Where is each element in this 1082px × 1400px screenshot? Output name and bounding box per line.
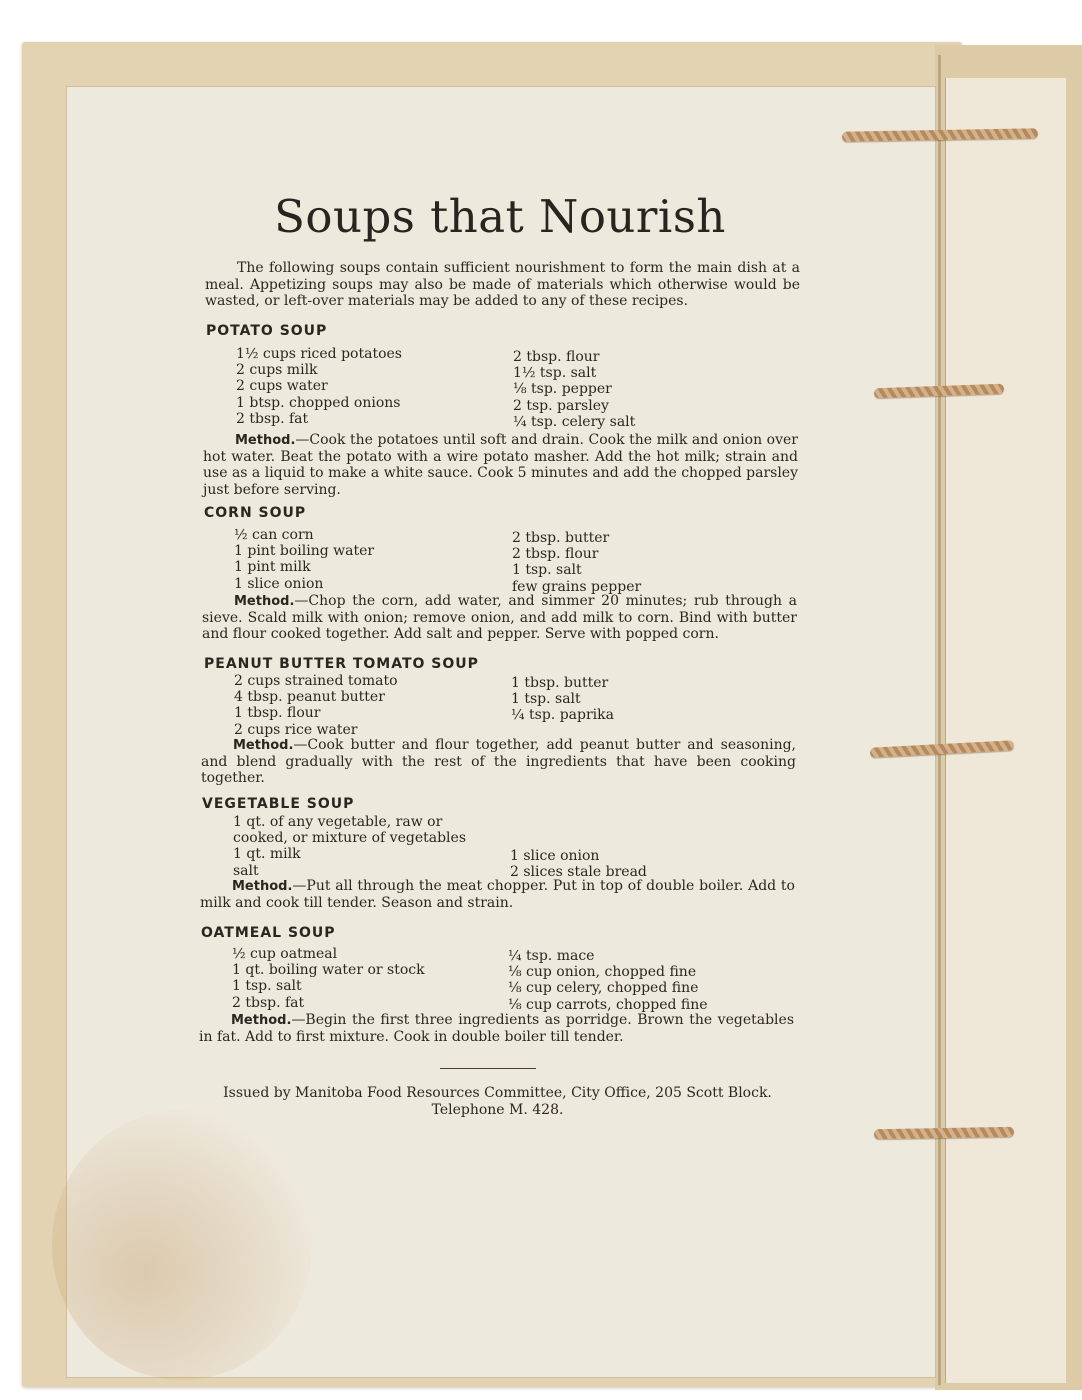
ingredient: 2 tbsp. butter	[512, 530, 610, 546]
ingredient: 1 btsp. chopped onions	[236, 394, 401, 411]
peanut-ingredients-right	[511, 675, 614, 724]
ingredient: 2 tbsp. flour	[513, 349, 600, 365]
method-text: —Chop the corn, add water, and simmer 20 minutes; rub through a sieve. Scald milk with onion; remove onion, and add milk to corn. Bind with butter and flour cooked together. Add salt and pepper. Serve with popped corn.	[202, 593, 797, 643]
ingredient: 2 tbsp. fat	[232, 994, 305, 1011]
ingredient: 2 cups water	[236, 378, 328, 395]
method-text: —Cook butter and flour together, add peanut butter and seasoning, and blend gradually with the rest of the ingredients that have been cooking together.	[201, 737, 796, 787]
water-stain	[52, 1110, 312, 1380]
ingredient: 1 tbsp. butter	[511, 675, 609, 691]
ingredient: 1 qt. boiling water or stock	[232, 962, 425, 979]
oatmeal-method	[199, 1012, 794, 1045]
ingredient: ¼ tsp. celery salt	[513, 413, 636, 430]
ingredient: 1 slice onion	[234, 575, 324, 592]
potato-ingredients-left	[236, 346, 402, 427]
peanut-butter-tomato-soup-heading: PEANUT BUTTER TOMATO SOUP	[204, 656, 479, 672]
ingredient: 2 tbsp. fat	[236, 410, 309, 427]
oatmeal-ingredients-left	[232, 946, 425, 1011]
ingredient: ⅛ tsp. pepper	[513, 381, 612, 398]
method-label: Method.	[235, 433, 296, 448]
footer-telephone-line: Telephone M. 428.	[431, 1101, 564, 1118]
ingredient: 2 slices stale bread	[510, 864, 647, 881]
ingredient: few grains pepper	[512, 578, 642, 595]
ingredient: ⅛ cup onion, chopped fine	[508, 964, 697, 981]
corn-method	[202, 593, 797, 643]
next-page-edge	[945, 78, 1066, 1383]
ingredient: 2 cups rice water	[234, 721, 358, 738]
ingredient: ½ can corn	[234, 527, 314, 543]
ingredient: ¼ tsp. paprika	[511, 707, 614, 724]
vegetable-ingredients-left	[233, 814, 466, 879]
ingredient: 1½ cups riced potatoes	[236, 346, 402, 362]
ingredient: 2 cups strained tomato	[234, 673, 398, 689]
ingredient: 1 tsp. salt	[511, 691, 581, 708]
method-label: Method.	[233, 738, 294, 753]
oatmeal-ingredients-right	[508, 948, 708, 1013]
ingredient: 1 pint boiling water	[234, 543, 375, 560]
corn-ingredients-left	[234, 527, 374, 592]
ingredient: 1 qt. of any vegetable, raw or	[233, 814, 443, 830]
vegetable-method	[200, 878, 795, 911]
page-title: Soups that Nourish	[274, 190, 726, 243]
peanut-ingredients-left	[234, 673, 398, 738]
booklet-spine	[938, 55, 941, 1385]
ingredient: 4 tbsp. peanut butter	[234, 689, 385, 706]
ingredient: 1 tbsp. flour	[234, 705, 321, 722]
ingredient: 2 tbsp. flour	[512, 546, 599, 563]
ingredient: 1 tsp. salt	[512, 562, 582, 579]
potato-soup-heading: POTATO SOUP	[206, 323, 328, 339]
potato-ingredients-right	[513, 349, 635, 430]
vegetable-ingredients-right	[510, 848, 647, 880]
ingredient: ⅛ cup celery, chopped fine	[508, 980, 699, 997]
corn-soup-heading: CORN SOUP	[204, 505, 307, 521]
issuer-footer	[200, 1085, 795, 1118]
method-text: —Begin the first three ingredients as porridge. Brown the vegetables in fat. Add to first mixture. Cook in double boiler till tender.	[199, 1012, 794, 1046]
method-text: —Put all through the meat chopper. Put in top of double boiler. Add to milk and cook till tender. Season and strain.	[200, 878, 795, 912]
method-label: Method.	[234, 594, 295, 609]
method-text: —Cook the potatoes until soft and drain. Cook the milk and onion over hot water. Beat the potato with a wire potato masher. Add the hot milk; strain and use as a liquid to make a white sauce. Cook 5 minutes and add the chopped parsley just before serving.	[203, 432, 798, 498]
vegetable-soup-heading: VEGETABLE SOUP	[202, 796, 355, 812]
ingredient: 2 tsp. parsley	[513, 397, 609, 414]
ingredient: 1 qt. milk	[233, 846, 301, 863]
ingredient: ½ cup oatmeal	[232, 946, 338, 962]
intro-paragraph: The following soups contain sufficient nourishment to form the main dish at a meal. Appetizing soups may also be made of materials which otherwise would be wasted, or left-over materials may be added to any of these recipes.	[205, 260, 800, 309]
divider-rule	[440, 1068, 536, 1069]
ingredient: 1 slice onion	[510, 848, 600, 864]
oatmeal-soup-heading: OATMEAL SOUP	[201, 925, 336, 941]
ingredient: 1 tsp. salt	[232, 978, 302, 995]
ingredient: 1½ tsp. salt	[513, 365, 597, 382]
ingredient: ⅛ cup carrots, chopped fine	[508, 996, 708, 1013]
ingredient: salt	[233, 862, 259, 879]
ingredient: 2 cups milk	[236, 362, 318, 379]
method-label: Method.	[232, 879, 293, 894]
ingredient: 1 pint milk	[234, 559, 311, 576]
footer-issuer-line: Issued by Manitoba Food Resources Committee, City Office, 205 Scott Block.	[223, 1085, 772, 1101]
ingredient: cooked, or mixture of vegetables	[233, 830, 467, 847]
ingredient: ¼ tsp. mace	[508, 948, 595, 964]
method-label: Method.	[231, 1013, 292, 1028]
peanut-method	[201, 737, 796, 787]
corn-ingredients-right	[512, 530, 641, 595]
potato-method	[203, 432, 798, 498]
